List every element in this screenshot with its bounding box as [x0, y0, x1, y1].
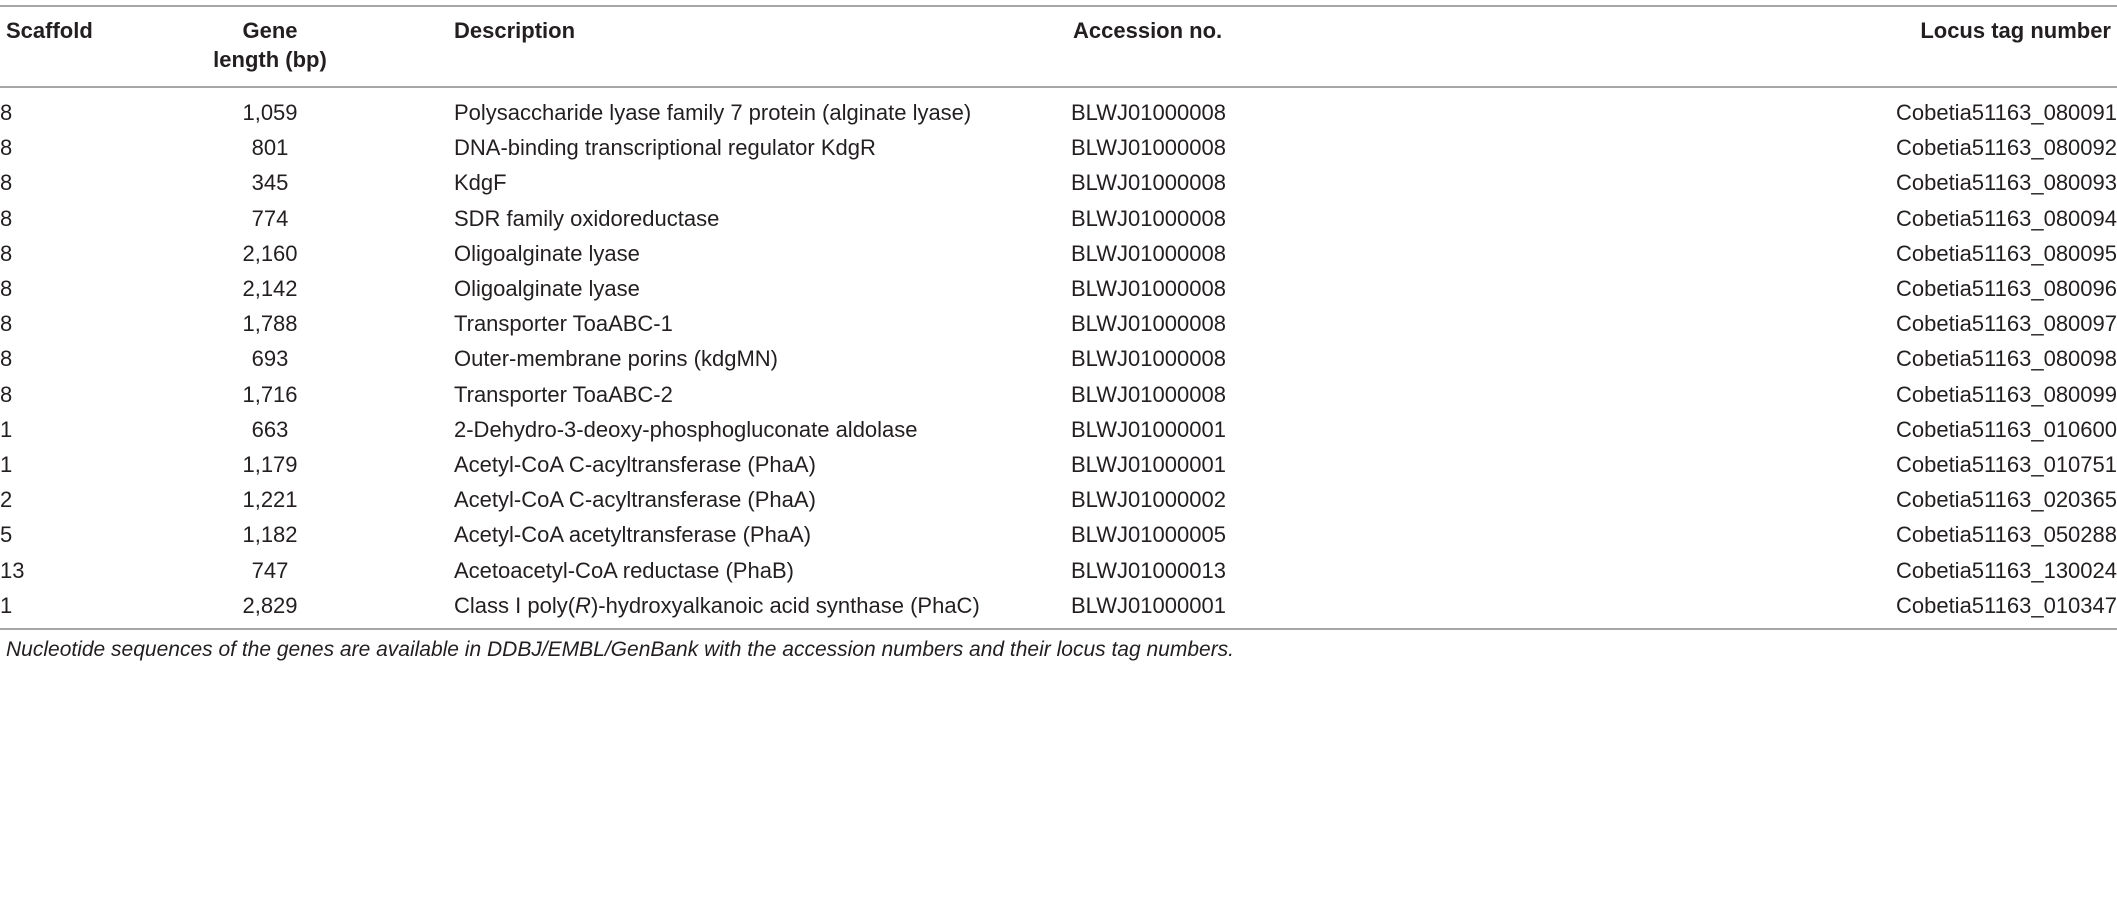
cell-spacer	[335, 95, 454, 130]
cell-description	[454, 412, 1071, 447]
cell-accession: BLWJ01000013	[1071, 557, 1226, 583]
cell-locus-tag: Cobetia51163_050288	[1895, 522, 2117, 548]
cell-accession: BLWJ01000002	[1071, 487, 1226, 513]
cell-locus-tag: Cobetia51163_080094	[1895, 205, 2117, 231]
cell-gene-length: 2,142	[242, 276, 298, 302]
cell-scaffold: 8	[0, 100, 13, 125]
cell-description	[454, 306, 1071, 341]
cell-spacer	[335, 236, 454, 271]
description-text: Acetyl-CoA C-acyltransferase (PhaA)	[454, 487, 816, 513]
cell-locus-tag: Cobetia51163_080099	[1895, 381, 2117, 407]
cell-description	[454, 130, 1071, 165]
table-row	[0, 412, 2117, 447]
header-gene-length-line1: Gene	[242, 18, 298, 43]
cell-gene-length: 345	[251, 170, 289, 196]
cell-scaffold: 8	[0, 381, 13, 407]
cell-spacer	[335, 341, 454, 376]
header-description: Description	[454, 18, 576, 43]
cell-accession: BLWJ01000008	[1071, 276, 1226, 302]
cell-accession: BLWJ01000008	[1071, 170, 1226, 196]
cell-description	[454, 236, 1071, 271]
cell-gene-length: 1,716	[242, 381, 298, 407]
cell-description	[454, 553, 1071, 588]
description-text: Outer-membrane porins (kdgMN)	[454, 346, 778, 372]
description-text: Acetyl-CoA acetyltransferase (PhaA)	[454, 522, 812, 548]
table-row	[0, 588, 2117, 623]
cell-locus-tag: Cobetia51163_080098	[1895, 346, 2117, 372]
cell-locus-tag: Cobetia51163_080091	[1895, 100, 2117, 125]
cell-accession: BLWJ01000001	[1071, 452, 1226, 478]
cell-spacer	[335, 447, 454, 482]
gene-table-body	[0, 95, 2117, 623]
description-text: DNA-binding transcriptional regulator KdgR	[454, 135, 876, 161]
cell-spacer	[335, 271, 454, 306]
description-text: SDR family oxidoreductase	[454, 205, 720, 231]
cell-gene-length: 774	[251, 205, 289, 231]
cell-description	[454, 95, 1071, 130]
table-row	[0, 482, 2117, 517]
cell-accession: BLWJ01000001	[1071, 592, 1226, 618]
cell-accession: BLWJ01000008	[1071, 100, 1226, 125]
header-gene-length-line2: length (bp)	[213, 47, 327, 72]
cell-description	[454, 482, 1071, 517]
description-text: Acetyl-CoA C-acyltransferase (PhaA)	[454, 452, 816, 478]
description-text: Oligoalginate lyase	[454, 276, 640, 302]
cell-locus-tag: Cobetia51163_080096	[1895, 276, 2117, 302]
cell-locus-tag: Cobetia51163_010347	[1895, 592, 2117, 618]
cell-spacer	[335, 588, 454, 623]
cell-description	[454, 447, 1071, 482]
cell-accession: BLWJ01000008	[1071, 381, 1226, 407]
cell-gene-length: 1,059	[242, 100, 298, 125]
description-text: KdgF	[454, 170, 507, 196]
table-row	[0, 236, 2117, 271]
table-row	[0, 95, 2117, 130]
cell-gene-length: 2,829	[242, 592, 298, 618]
cell-scaffold: 1	[0, 452, 13, 478]
table-row	[0, 341, 2117, 376]
cell-scaffold: 1	[0, 416, 13, 442]
description-text: Acetoacetyl-CoA reductase (PhaB)	[454, 557, 794, 583]
cell-spacer	[335, 165, 454, 200]
table-row	[0, 165, 2117, 200]
cell-spacer	[335, 201, 454, 236]
cell-spacer	[335, 412, 454, 447]
cell-scaffold: 8	[0, 346, 13, 372]
cell-gene-length: 1,179	[242, 452, 298, 478]
cell-spacer	[335, 482, 454, 517]
cell-description	[454, 377, 1071, 412]
cell-scaffold: 8	[0, 276, 13, 302]
cell-scaffold: 1	[0, 592, 13, 618]
cell-gene-length: 801	[251, 135, 289, 161]
cell-locus-tag: Cobetia51163_020365	[1895, 487, 2117, 513]
description-text: 2-Dehydro-3-deoxy-phosphogluconate aldolase	[454, 416, 918, 442]
table-row	[0, 447, 2117, 482]
cell-spacer	[335, 377, 454, 412]
table-row	[0, 553, 2117, 588]
description-text-end: )-hydroxyalkanoic acid synthase (PhaC)	[590, 592, 980, 618]
cell-scaffold: 8	[0, 205, 13, 231]
header-accession: Accession no.	[1073, 18, 1223, 43]
cell-locus-tag: Cobetia51163_010751	[1895, 452, 2117, 478]
header-locus-tag: Locus tag number	[1920, 18, 2111, 43]
header-gene-length	[205, 16, 335, 74]
cell-accession: BLWJ01000008	[1071, 205, 1226, 231]
cell-scaffold: 8	[0, 240, 13, 266]
description-text: Transporter ToaABC-2	[454, 381, 673, 407]
table-row	[0, 201, 2117, 236]
cell-spacer	[335, 553, 454, 588]
cell-scaffold: 5	[0, 522, 13, 548]
description-text: Transporter ToaABC-1	[454, 311, 673, 337]
cell-scaffold: 13	[0, 557, 25, 583]
cell-gene-length: 1,221	[242, 487, 298, 513]
table-row	[0, 377, 2117, 412]
cell-accession: BLWJ01000008	[1071, 240, 1226, 266]
cell-locus-tag: Cobetia51163_080092	[1895, 135, 2117, 161]
cell-description	[454, 588, 1071, 623]
cell-gene-length: 747	[251, 557, 289, 583]
cell-scaffold: 2	[0, 487, 13, 513]
table-top-rule	[0, 5, 2117, 7]
cell-spacer	[335, 517, 454, 552]
gene-table	[0, 95, 2117, 623]
cell-spacer	[335, 306, 454, 341]
cell-locus-tag: Cobetia51163_080097	[1895, 311, 2117, 337]
description-text: Polysaccharide lyase family 7 protein (alginate lyase)	[454, 100, 972, 125]
cell-accession: BLWJ01000001	[1071, 416, 1226, 442]
cell-scaffold: 8	[0, 170, 13, 196]
cell-gene-length: 1,182	[242, 522, 298, 548]
table-row	[0, 517, 2117, 552]
cell-locus-tag: Cobetia51163_010600	[1895, 416, 2117, 442]
cell-description	[454, 271, 1071, 306]
table-footnote: Nucleotide sequences of the genes are available in DDBJ/EMBL/GenBank with the accession numbers and their locus tag numbers.	[6, 638, 1235, 661]
cell-description	[454, 165, 1071, 200]
cell-locus-tag: Cobetia51163_130024	[1895, 557, 2117, 583]
description-text: Oligoalginate lyase	[454, 240, 640, 266]
table-bottom-rule	[0, 628, 2117, 630]
description-text: Class I poly(	[454, 592, 576, 618]
cell-gene-length: 663	[251, 416, 289, 442]
cell-locus-tag: Cobetia51163_080093	[1895, 170, 2117, 196]
cell-description	[454, 517, 1071, 552]
cell-accession: BLWJ01000008	[1071, 135, 1226, 161]
cell-accession: BLWJ01000008	[1071, 346, 1226, 372]
cell-accession: BLWJ01000008	[1071, 311, 1226, 337]
table-row	[0, 271, 2117, 306]
cell-spacer	[335, 130, 454, 165]
cell-gene-length: 2,160	[242, 240, 298, 266]
table-row	[0, 130, 2117, 165]
cell-description	[454, 201, 1071, 236]
cell-scaffold: 8	[0, 135, 13, 161]
cell-gene-length: 1,788	[242, 311, 298, 337]
cell-scaffold: 8	[0, 311, 13, 337]
cell-locus-tag: Cobetia51163_080095	[1895, 240, 2117, 266]
description-italic: R	[575, 592, 591, 618]
cell-gene-length: 693	[251, 346, 289, 372]
header-divider-rule	[0, 86, 2117, 88]
cell-accession: BLWJ01000005	[1071, 522, 1226, 548]
cell-description	[454, 341, 1071, 376]
header-scaffold: Scaffold	[6, 18, 93, 43]
table-row	[0, 306, 2117, 341]
